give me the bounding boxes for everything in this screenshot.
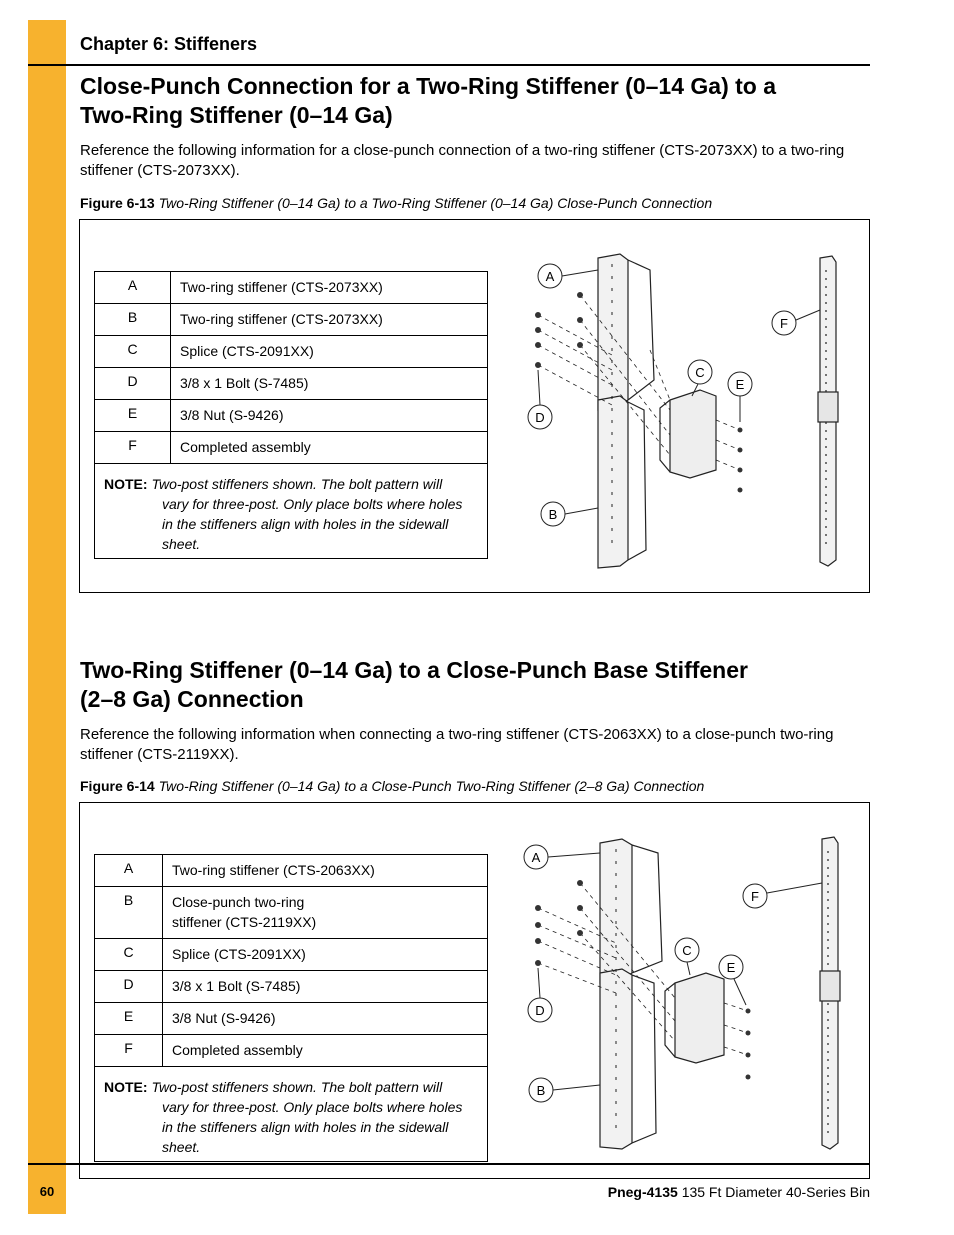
note-label: NOTE: <box>104 1079 148 1095</box>
callout-d: D <box>535 1003 545 1018</box>
legend-row <box>95 336 488 368</box>
callout-e: E <box>726 960 736 975</box>
legend-value: Two-ring stiffener (CTS-2073XX) <box>171 304 488 336</box>
legend-key: F <box>95 1035 163 1067</box>
figure-label: Figure 6-14 <box>80 778 155 794</box>
legend-key: B <box>95 887 163 939</box>
legend-key: D <box>95 368 171 400</box>
legend-value: Splice (CTS-2091XX) <box>163 939 488 971</box>
legend-value: 3/8 Nut (S-9426) <box>171 400 488 432</box>
figure-6-13-legend-table <box>94 271 488 559</box>
legend-value: Completed assembly <box>171 432 488 464</box>
legend-key: A <box>95 855 163 887</box>
figure-caption-text: Two-Ring Stiffener (0–14 Ga) to a Close-Punch Two-Ring Stiffener (2–8 Ga) Connection <box>158 778 705 794</box>
legend-note-row <box>95 1067 488 1162</box>
section2-title-line2: (2–8 Ga) Connection <box>80 686 304 712</box>
section2-intro: Reference the following information when connecting a two-ring stiffener (CTS-2063XX) to a close-punch two-ring stiffener (CTS-2119XX). <box>80 726 834 763</box>
figure-6-14-box <box>79 802 870 1179</box>
footer-rule <box>28 1163 870 1165</box>
figure-6-13-box <box>79 219 870 593</box>
legend-row <box>95 304 488 336</box>
legend-key: E <box>95 1003 163 1035</box>
legend-row <box>95 855 488 887</box>
section2-title <box>80 656 860 714</box>
callout-a: A <box>531 850 541 865</box>
legend-row <box>95 368 488 400</box>
figure-label: Figure 6-13 <box>80 195 155 211</box>
legend-row <box>95 1003 488 1035</box>
legend-key: C <box>95 939 163 971</box>
callout-b: B <box>548 507 558 522</box>
section1-title-line1: Close-Punch Connection for a Two-Ring Stiffener (0–14 Ga) to a <box>80 73 777 99</box>
callout-a: A <box>545 269 555 284</box>
legend-value: Two-ring stiffener (CTS-2063XX) <box>163 855 488 887</box>
legend-row <box>95 939 488 971</box>
legend-value: 3/8 Nut (S-9426) <box>163 1003 488 1035</box>
legend-note <box>95 1067 488 1162</box>
footer-doc-title: 135 Ft Diameter 40-Series Bin <box>681 1184 870 1200</box>
callout-f: F <box>780 316 788 331</box>
figure-6-13-caption <box>80 194 712 212</box>
legend-key: C <box>95 336 171 368</box>
legend-row <box>95 432 488 464</box>
legend-key: A <box>95 272 171 304</box>
page-number: 60 <box>39 1184 55 1199</box>
note-rest: vary for three-post. Only place bolts where holes in the stiffeners align with holes in the sidewall sheet. <box>162 1099 463 1155</box>
section2-title-line1: Two-Ring Stiffener (0–14 Ga) to a Close-Punch Base Stiffener <box>80 657 748 683</box>
legend-row <box>95 1035 488 1067</box>
figure-caption-text: Two-Ring Stiffener (0–14 Ga) to a Two-Ring Stiffener (0–14 Ga) Close-Punch Connection <box>158 195 713 211</box>
legend-value: Two-ring stiffener (CTS-2073XX) <box>171 272 488 304</box>
accent-side-bar <box>28 20 66 1214</box>
footer <box>608 1184 870 1200</box>
note-first-line: Two-post stiffeners shown. The bolt pattern will <box>151 476 443 492</box>
legend-row <box>95 971 488 1003</box>
figure-6-14-caption <box>80 777 704 795</box>
legend-note <box>95 464 488 559</box>
section1-title <box>80 72 860 130</box>
legend-note-row <box>95 464 488 559</box>
section1-title-line2: Two-Ring Stiffener (0–14 Ga) <box>80 102 393 128</box>
callout-f: F <box>751 889 759 904</box>
chapter-heading: Chapter 6: Stiffeners <box>80 34 258 54</box>
legend-row <box>95 272 488 304</box>
legend-key: B <box>95 304 171 336</box>
note-label: NOTE: <box>104 476 148 492</box>
note-rest: vary for three-post. Only place bolts where holes in the stiffeners align with holes in the sidewall sheet. <box>162 496 463 552</box>
callout-c: C <box>695 365 705 380</box>
header-rule <box>28 64 870 66</box>
legend-value: Close-punch two-ring stiffener (CTS-2119XX) <box>163 887 488 939</box>
legend-value: 3/8 x 1 Bolt (S-7485) <box>171 368 488 400</box>
figure-6-14-diagram <box>520 833 860 1153</box>
callout-b: B <box>536 1083 546 1098</box>
figure-6-13-diagram <box>520 250 860 590</box>
legend-value: Splice (CTS-2091XX) <box>171 336 488 368</box>
legend-row <box>95 887 488 939</box>
callout-d: D <box>535 410 545 425</box>
legend-key: D <box>95 971 163 1003</box>
legend-row <box>95 400 488 432</box>
callout-e: E <box>735 377 745 392</box>
legend-key: F <box>95 432 171 464</box>
callout-c: C <box>682 943 692 958</box>
legend-value: Completed assembly <box>163 1035 488 1067</box>
legend-value: 3/8 x 1 Bolt (S-7485) <box>163 971 488 1003</box>
note-first-line: Two-post stiffeners shown. The bolt pattern will <box>151 1079 443 1095</box>
figure-6-14-legend-table <box>94 854 488 1162</box>
legend-key: E <box>95 400 171 432</box>
section1-intro: Reference the following information for a close-punch connection of a two-ring stiffener (CTS-2073XX) to a two-ring stiffener (CTS-2073XX). <box>80 142 845 179</box>
footer-doc-id: Pneg-4135 <box>607 1184 678 1200</box>
